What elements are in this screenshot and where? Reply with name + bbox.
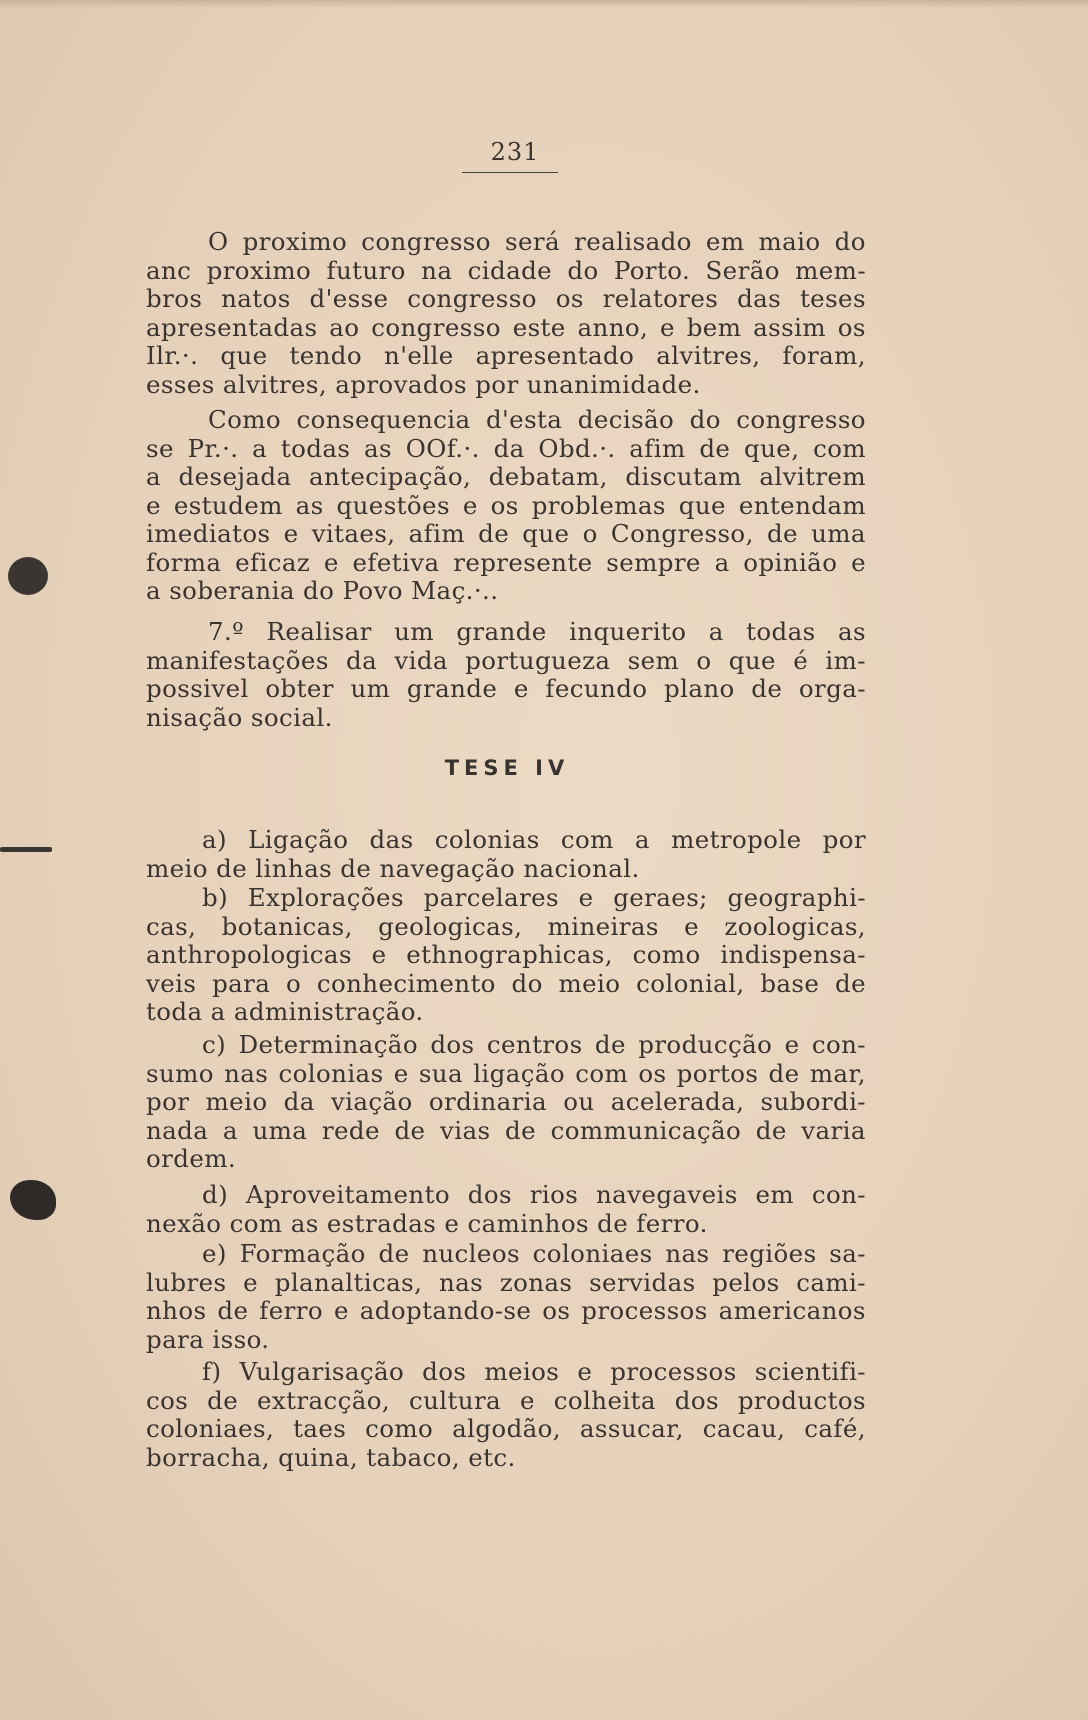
page-number-underline: [462, 172, 558, 173]
section-heading: TESE IV: [444, 756, 570, 780]
page-number: 231: [490, 138, 540, 166]
text-line: imediatos e vitaes, afim de que o Congresso, de uma: [146, 519, 866, 548]
text-line: d) Aproveitamento dos rios navegaveis em con-: [202, 1180, 866, 1209]
text-line: esses alvitres, aprovados por unanimidade.: [146, 369, 701, 399]
text-line: toda a administração.: [146, 997, 424, 1026]
text-line: Como consequencia d'esta decisão do congresso: [208, 405, 866, 434]
text-line: c) Determinação dos centros de producção e con-: [202, 1030, 866, 1059]
text-line: O proximo congresso será realisado em maio do: [208, 227, 866, 256]
list-item-a: [146, 826, 866, 883]
text-line: b) Explorações parcelares e geraes; geographi-: [202, 883, 866, 912]
text-line: anc proximo futuro na cidade do Porto. Serão mem-: [146, 255, 866, 285]
text-line: ordem.: [146, 1144, 237, 1173]
text-line: nexão com as estradas e caminhos de ferro.: [146, 1208, 708, 1238]
text-line: veis para o conhecimento do meio colonial, base de: [146, 968, 866, 998]
text-line: nisação social.: [146, 702, 333, 732]
text-line: bros natos d'esse congresso os relatores das teses: [146, 284, 866, 313]
list-item-f: [146, 1358, 866, 1472]
text-line: a desejada antecipação, debatam, discutam alvitrem: [146, 462, 866, 491]
text-line: f) Vulgarisação dos meios e processos scientifi-: [202, 1357, 866, 1386]
text-line: Ilr.·. que tendo n'elle apresentado alvitres, foram,: [146, 341, 866, 370]
ink-blot-mark: [10, 1180, 56, 1220]
paragraph-congress: [146, 228, 866, 399]
text-line: forma eficaz e efetiva represente sempre a opinião e: [146, 547, 866, 577]
text-line: possivel obter um grande e fecundo plano de orga-: [146, 674, 866, 703]
text-line: se Pr.·. a todas as OOf.·. da Obd.·. afim de que, com: [146, 433, 866, 463]
paragraph-consequence: [146, 406, 866, 606]
page-top-edge: [0, 0, 1088, 8]
text-line: e) Formação de nucleos coloniaes nas regiões sa-: [202, 1239, 866, 1268]
text-line: nada a uma rede de vias de communicação de varia: [146, 1115, 866, 1145]
text-line: meio de linhas de navegação nacional.: [146, 853, 640, 883]
text-line: a soberania do Povo Maç.·..: [146, 576, 499, 605]
text-line: apresentadas ao congresso este anno, e bem assim os: [146, 312, 866, 342]
list-item-c: [146, 1031, 866, 1174]
ink-dash-mark: [0, 847, 52, 852]
list-item-e: [146, 1240, 866, 1354]
text-line: coloniaes, taes como algodão, assucar, cacau, café,: [146, 1414, 866, 1443]
text-line: anthropologicas e ethnographicas, como indispensa-: [146, 940, 866, 969]
text-line: por meio da viação ordinaria ou acelerada, subordi-: [146, 1087, 866, 1116]
text-line: e estudem as questões e os problemas que entendam: [146, 490, 866, 520]
text-line: manifestações da vida portugueza sem o que é im-: [146, 645, 866, 675]
list-item-d: [146, 1181, 866, 1238]
list-item-b: [146, 884, 866, 1027]
paragraph-item-7: [146, 618, 866, 732]
text-line: lubres e planalticas, nas zonas servidas pelos cami-: [146, 1267, 866, 1297]
text-line: borracha, quina, tabaco, etc.: [146, 1442, 516, 1472]
text-line: a) Ligação das colonias com a metropole por: [202, 825, 866, 854]
text-line: sumo nas colonias e sua ligação com os portos de mar,: [146, 1058, 866, 1088]
text-line: 7.º Realisar um grande inquerito a todas as: [208, 617, 866, 646]
text-line: cos de extracção, cultura e colheita dos productos: [146, 1385, 866, 1415]
text-line: para isso.: [146, 1324, 270, 1354]
text-line: nhos de ferro e adoptando-se os processos americanos: [146, 1296, 866, 1325]
ink-blot-mark: [8, 557, 48, 595]
text-line: cas, botanicas, geologicas, mineiras e zoologicas,: [146, 911, 866, 941]
